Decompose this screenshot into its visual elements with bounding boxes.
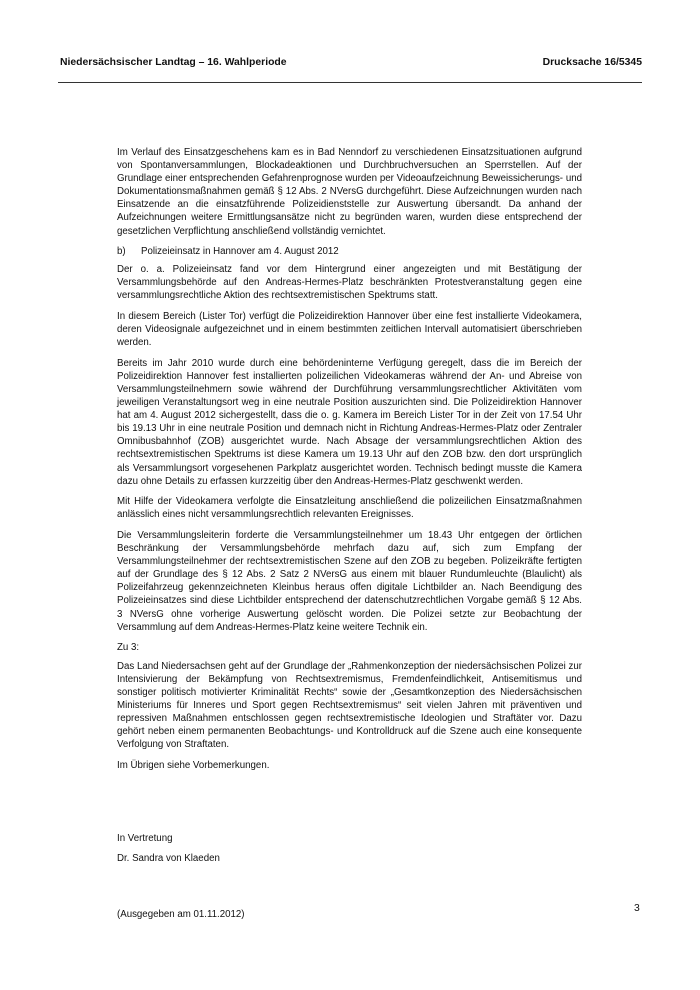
header-divider xyxy=(58,82,642,83)
paragraph-vorbemerkungen: Im Übrigen siehe Vorbemerkungen. xyxy=(117,759,270,771)
section-letter: b) xyxy=(117,246,126,258)
header-parliament-title: Niedersächsischer Landtag – 16. Wahlperiode xyxy=(60,57,287,68)
paragraph-rahmenkonzeption: Das Land Niedersachsen geht auf der Grundlage der „Rahmenkonzeption der niedersächsischen Polizei zur Intensivierung der Bekämpfung von Rechtsextremismus, Fremdenfeindlichkeit, Antisemitismus und sonstiger politisch motivierter Kriminalität Rechts“ sowie der „Gesamtkonzeption des Niedersächsischen Ministeriums für Inneres und Sport gegen Rechtsextremismus“ seit vielen Jahren mit präventiven und repressiven Maßnahmen entschlossen gegen rechtsextremistische Ideologien und Straftäter vor. Dazu gehört neben einem permanenten Beobachtungs- und Kontrolldruck auf die Szene auch eine konsequente Verfolgung von Straftaten. xyxy=(117,660,582,751)
header-document-number: Drucksache 16/5345 xyxy=(542,57,642,68)
paragraph-bad-nenndorf: Im Verlauf des Einsatzgeschehens kam es in Bad Nenndorf zu verschiedenen Einsatzsituationen aufgrund von Spontanversammlungen, Blockadeaktionen und Durchbruchversuchen an Sperrstellen. Auf der Grundlage einer entsprechenden Gefahrenprognose wurden per Videoaufzeichnung Beweissicherungs- und Dokumentationsmaßnahmen gemäß § 12 Abs. 2 NVersG durchgeführt. Diese Aufzeichnungen wurden nach Einsatzende an die einsatzführende Polizeidienststelle zur Auswertung übersandt. Da anhand der Aufzeichnungen weitere Ermittlungsansätze nicht zu begründen waren, wurden diese entsprechend der gesetzlichen Verpflichtung anschließend vollständig vernichtet. xyxy=(117,147,582,237)
paragraph-verfuegung-2010: Bereits im Jahr 2010 wurde durch eine behördeninterne Verfügung geregelt, dass die im Bereich der Polizeidirektion Hannover fest installierten polizeilichen Videokameras während der An- und Abreise von Versammlungsteilnehmern sowie während der Durchführung versammlungsrechtlicher Aktivitäten vom jeweiligen Veranstaltungsort weg in eine neutrale Position auszurichten sind. Die Polizeidirektion Hannover hat am 4. August 2012 sichergestellt, dass die o. g. Kamera im Bereich Lister Tor in der Zeit von 17.54 Uhr bis 19.13 Uhr in eine neutrale Position und demnach nicht in Richtung Andreas-Hermes-Platz oder Zentraler Omnibusbahnhof (ZOB) ausgerichtet wurde. Nach Absage der versammlungsrechtlichen Aktion des rechtsextremistischen Spektrums ist diese Kamera um 19.13 Uhr auf den ZOB bzw. den dort ursprünglich als Versammlungsort vorgesehenen Parkplatz ausgerichtet worden. Technisch bedingt musste die Kamera dazu ohne Details zu erfassen kurzzeitig über den Andreas-Hermes-Platz geschwenkt werden. xyxy=(117,357,582,487)
paragraph-lister-tor: In diesem Bereich (Lister Tor) verfügt die Polizeidirektion Hannover über eine fest installierte Videokamera, deren Videosignale aufgezeichnet und in einem bestimmten zeitlichen Intervall automatisiert überschrieben werden. xyxy=(117,311,582,349)
answer-heading-3: Zu 3: xyxy=(117,642,140,654)
issued-date: (Ausgegeben am 01.11.2012) xyxy=(117,909,245,920)
paragraph-versammlungsleiterin: Die Versammlungsleiterin forderte die Versammlungsteilnehmer um 18.43 Uhr entgegen der örtlichen Beschränkung der Versammlungsbehörde mehrfach dazu auf, sich zum Empfang der Versammlungsteilnehmer der rechtsextremistischen Szene auf den ZOB zu begeben. Polizeikräfte fertigten auf der Grundlage des § 12 Abs. 2 Satz 2 NVersG aus einem mit blauer Rundumleuchte (Blaulicht) als Polizeifahrzeug gekennzeichneten Kleinbus heraus offen digitale Lichtbilder an. Nach Beendigung des Polizeieinsatzes sind diese Lichtbilder entsprechend der datenschutzrechtlichen Vorgabe gemäß § 12 Abs. 3 NVersG ohne vorherige Auswertung gelöscht worden. Die Polizei setzte zur Beobachtung der Versammlung auf dem Andreas-Hermes-Platz keine weitere Technik ein. xyxy=(117,529,582,633)
section-title: Polizeieinsatz in Hannover am 4. August 2012 xyxy=(141,246,339,258)
page-header xyxy=(60,57,642,71)
page-number: 3 xyxy=(634,903,640,914)
document-body xyxy=(117,146,582,780)
signature-name: Dr. Sandra von Klaeden xyxy=(117,853,220,864)
paragraph-videokamera: Mit Hilfe der Videokamera verfolgte die Einsatzleitung anschließend die polizeilichen Einsatzmaßnahmen anlässlich eines nicht versammlungsrechtlich relevanten Ereignisses. xyxy=(117,496,582,521)
paragraph-einsatz-hintergrund: Der o. a. Polizeieinsatz fand vor dem Hintergrund einer angezeigten und mit Bestätigung der Versammlungsbehörde auf den Andreas-Hermes-Platz beschränkten Protestveranstaltung gegen eine versammlungsrechtliche Aktion des rechtsextremistischen Spektrums statt. xyxy=(117,264,582,302)
signature-role: In Vertretung xyxy=(117,833,173,844)
section-heading-b xyxy=(117,245,582,258)
